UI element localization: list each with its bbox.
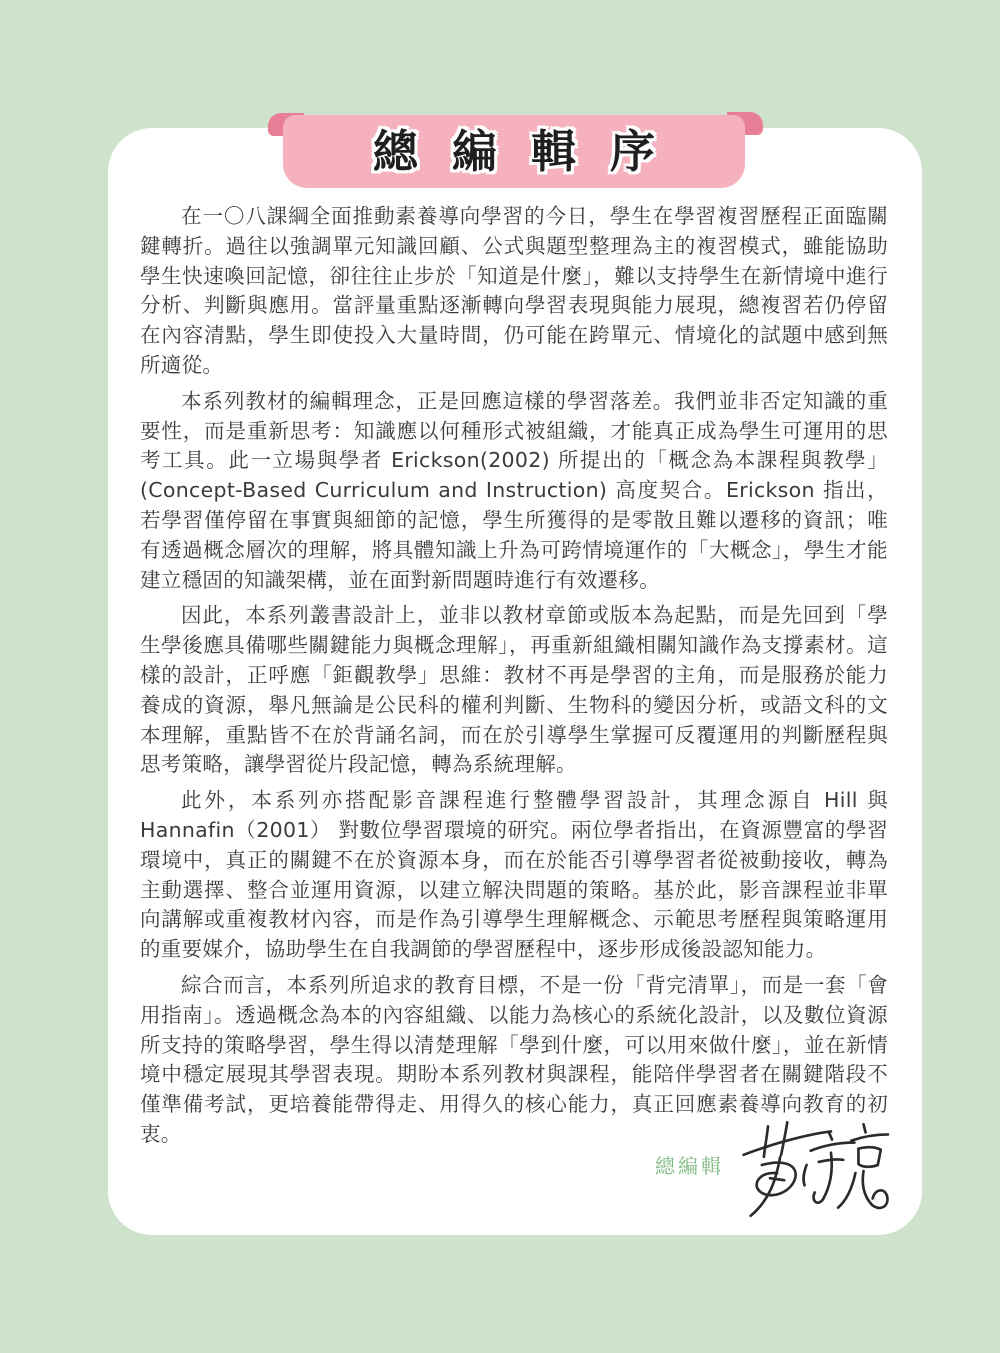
editor-signature	[708, 1106, 893, 1228]
editor-role-label: 總編輯	[655, 1154, 724, 1178]
paragraph-2: 本系列教材的編輯理念，正是回應這樣的學習落差。我們並非否定知識的重要性，而是重新思考：知識應以何種形式被組織，才能真正成為學生可運用的思考工具。此一立場與學者 Erickson(2002) 所提出的「概念為本課程與教學」(Concept-Based Curriculum and Instruction) 高度契合。Erickson 指出，若學習僅停留在事實與細節的記憶，學生所獲得的是零散且難以遷移的資訊；唯有透過概念層次的理解，將具體知識上升為可跨情境運作的「大概念」，學生才能建立穩固的知識架構，並在面對新問題時進行有效遷移。	[140, 388, 888, 592]
paragraph-3: 因此，本系列叢書設計上，並非以教材章節或版本為起點，而是先回到「學生學後應具備哪些關鍵能力與概念理解」，再重新組織相關知識作為支撐素材。這樣的設計，正呼應「鉅觀教學」思維：教材不再是學習的主角，而是服務於能力養成的資源，舉凡無論是公民科的權利判斷、生物科的變因分析，或語文科的文本理解，重點皆不在於背誦名詞，而在於引導學生掌握可反覆運用的判斷歷程與思考策略，讓學習從片段記憶，轉為系統理解。	[140, 603, 888, 777]
paragraph-1: 在一〇八課綱全面推動素養導向學習的今日，學生在學習複習歷程正面臨關鍵轉折。過往以強調單元知識回顧、公式與題型整理為主的複習模式，雖能協助學生快速喚回記憶，卻往往止步於「知道是什麼」，難以支持學生在新情境中進行分析、判斷與應用。當評量重點逐漸轉向學習表現與能力展現，總複習若仍停留在內容清點，學生即使投入大量時間，仍可能在跨單元、情境化的試題中感到無所適從。	[140, 204, 888, 377]
preface-card	[108, 125, 922, 1235]
page-title: 總編輯序	[372, 125, 689, 178]
paragraph-4: 此外，本系列亦搭配影音課程進行整體學習設計，其理念源自 Hill 與 Hannafin（2001） 對數位學習環境的研究。兩位學者指出，在資源豐富的學習環境中，真正的關鍵不在於資源本身，而在於能否引導學習者從被動接收，轉為主動選擇、整合並運用資源，以建立解決問題的策略。基於此，影音課程並非單向講解或重複教材內容，而是作為引導學生理解概念、示範思考歷程與策略運用的重要媒介，協助學生在自我調節的學習歷程中，逐步形成後設認知能力。	[140, 788, 888, 962]
paragraph-5: 綜合而言，本系列所追求的教育目標，不是一份「背完清單」，而是一套「會用指南」。透過概念為本的內容組織、以能力為核心的系統化設計，以及數位資源所支持的策略學習，學生得以清楚理解「學到什麼，可以用來做什麼」，並在新情境中穩定展現其學習表現。期盼本系列教材與課程，能陪伴學習者在關鍵階段不僅準備考試，更培養能帶得走、用得久的核心能力，真正回應素養導向教育的初衷。	[140, 972, 888, 1146]
title-banner	[283, 115, 745, 188]
preface-content	[140, 202, 888, 1156]
